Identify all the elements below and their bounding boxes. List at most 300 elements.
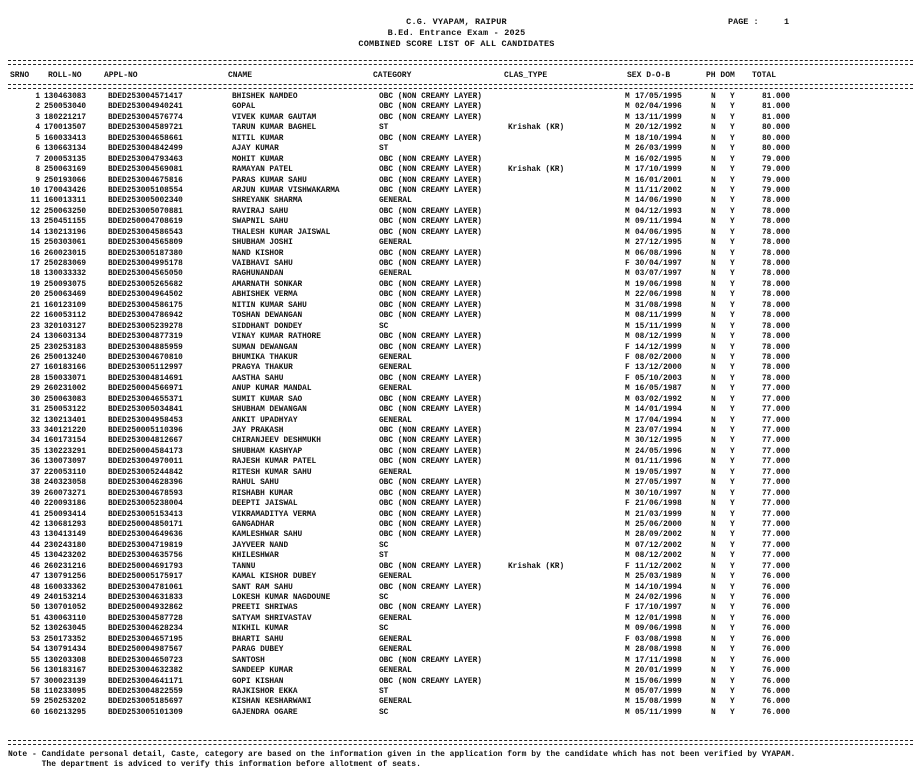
- table-row: [0, 280, 913, 290]
- table-row: [0, 290, 913, 300]
- cell-roll-no: 130791256: [44, 573, 87, 582]
- cell-appl-no: BDED253004569081: [108, 166, 183, 175]
- table-row: [0, 238, 913, 248]
- cell-name: SANT RAM SAHU: [232, 583, 293, 592]
- cell-name: ANUP KUMAR MANDAL: [232, 385, 312, 394]
- cell-name: KAMAL KISHOR DUBEY: [232, 573, 317, 582]
- cell-srno: 42: [30, 520, 40, 529]
- cell-dob: 14/01/1994: [635, 406, 682, 415]
- cell-roll-no: 250063250: [44, 207, 87, 216]
- table-row: [0, 416, 913, 426]
- cell-roll-no: 260073271: [44, 489, 87, 498]
- table-row: [0, 489, 913, 499]
- table-row: [0, 614, 913, 624]
- cell-total: 77.000: [762, 520, 791, 529]
- cell-dob: 12/01/1998: [635, 614, 682, 623]
- cell-dob: 04/12/1993: [635, 207, 682, 216]
- cell-dom: Y: [730, 113, 735, 122]
- col-srno: SRNO: [10, 71, 30, 80]
- cell-dob: 14/10/1994: [635, 583, 682, 592]
- cell-dob: 25/03/1989: [635, 573, 682, 582]
- cell-ph: N: [711, 667, 716, 676]
- cell-roll-no: 250303061: [44, 239, 87, 248]
- cell-dom: Y: [730, 479, 735, 488]
- cell-category: GENERAL: [379, 416, 412, 425]
- cell-total: 77.000: [762, 510, 791, 519]
- cell-ph: N: [711, 500, 716, 509]
- cell-category: GENERAL: [379, 573, 412, 582]
- table-row: [0, 562, 913, 572]
- cell-category: GENERAL: [379, 635, 412, 644]
- cell-appl-no: BDED253004565050: [108, 270, 183, 279]
- cell-dob: 30/10/1997: [635, 489, 682, 498]
- cell-sex: M: [625, 479, 630, 488]
- cell-dom: Y: [730, 625, 735, 634]
- cell-dob: 05/10/2003: [635, 374, 682, 383]
- cell-ph: N: [711, 531, 716, 540]
- cell-appl-no: BDED253004814691: [108, 374, 183, 383]
- cell-name: RAJESH KUMAR PATEL: [232, 458, 317, 467]
- cell-sex: F: [625, 374, 630, 383]
- cell-srno: 20: [30, 291, 40, 300]
- cell-total: 77.000: [762, 552, 791, 561]
- cell-sex: F: [625, 635, 630, 644]
- cell-ph: N: [711, 218, 716, 227]
- table-row: [0, 530, 913, 540]
- cell-appl-no: BDED253004670810: [108, 353, 183, 362]
- cell-sex: M: [625, 280, 630, 289]
- cell-srno: 50: [30, 604, 40, 613]
- exam-title: B.Ed. Entrance Exam - 2025: [387, 28, 526, 38]
- cell-category: OBC (NON CREAMY LAYER): [379, 260, 482, 268]
- cell-sex: M: [625, 239, 630, 248]
- cell-dom: Y: [730, 656, 735, 665]
- table-row: [0, 656, 913, 666]
- cell-dob: 20/01/1999: [635, 667, 682, 676]
- table-row: [0, 196, 913, 206]
- cell-name: RAHUL SAHU: [232, 479, 279, 488]
- col-ph-dom: PH DOM: [706, 71, 735, 80]
- table-row: [0, 572, 913, 582]
- cell-dob: 15/06/1999: [635, 677, 682, 686]
- table-row: [0, 697, 913, 707]
- cell-total: 76.000: [762, 708, 791, 717]
- cell-appl-no: BDED253004786942: [108, 312, 183, 321]
- cell-ph: N: [711, 520, 716, 529]
- cell-name: AJAY KUMAR: [232, 145, 279, 154]
- cell-dom: Y: [730, 614, 735, 623]
- cell-category: OBC (NON CREAMY LAYER): [379, 374, 482, 383]
- cell-dom: Y: [730, 166, 735, 175]
- cell-srno: 38: [30, 479, 40, 488]
- cell-total: 76.000: [762, 656, 791, 665]
- cell-srno: 25: [30, 343, 40, 352]
- table-row: [0, 593, 913, 603]
- cell-roll-no: 250063169: [44, 166, 87, 175]
- cell-sex: M: [625, 541, 630, 550]
- cell-roll-no: 250253202: [44, 698, 87, 707]
- cell-ph: N: [711, 353, 716, 362]
- cell-ph: N: [711, 186, 716, 195]
- cell-sex: M: [625, 301, 630, 310]
- cell-name: SHUBHAM JOSHI: [232, 239, 293, 248]
- cell-name: GOPAL: [232, 103, 256, 112]
- cell-sex: M: [625, 166, 630, 175]
- cell-name: RAVIRAJ SAHU: [232, 207, 289, 216]
- cell-dob: 14/12/1999: [635, 343, 682, 352]
- cell-name: ANKIT UPADHYAY: [232, 416, 298, 425]
- cell-name: SANTOSH: [232, 656, 265, 665]
- cell-ph: N: [711, 656, 716, 665]
- cell-ph: N: [711, 708, 716, 717]
- cell-ph: N: [711, 395, 716, 404]
- cell-srno: 40: [30, 500, 40, 509]
- cell-sex: M: [625, 93, 630, 101]
- cell-srno: 37: [30, 468, 40, 477]
- cell-ph: N: [711, 562, 716, 571]
- cell-srno: 2: [35, 103, 40, 112]
- cell-sex: M: [625, 708, 630, 717]
- cell-srno: 41: [30, 510, 40, 519]
- cell-category: SC: [379, 625, 389, 634]
- cell-ph: N: [711, 364, 716, 373]
- cell-ph: N: [711, 343, 716, 352]
- cell-roll-no: 220053110: [44, 468, 87, 477]
- cell-category: GENERAL: [379, 698, 412, 707]
- cell-sex: M: [625, 594, 630, 602]
- cell-roll-no: 240153214: [44, 594, 87, 602]
- cell-sex: M: [625, 614, 630, 623]
- cell-sex: M: [625, 124, 630, 133]
- cell-dom: Y: [730, 270, 735, 279]
- cell-sex: M: [625, 625, 630, 634]
- cell-dom: Y: [730, 687, 735, 696]
- cell-dom: Y: [730, 646, 735, 655]
- cell-roll-no: 130463083: [44, 93, 87, 101]
- cell-sex: M: [625, 134, 630, 143]
- table-row: [0, 624, 913, 634]
- cell-category: OBC (NON CREAMY LAYER): [379, 562, 482, 571]
- cell-appl-no: BDED253004877319: [108, 333, 183, 342]
- cell-sex: M: [625, 489, 630, 498]
- cell-ph: N: [711, 103, 716, 112]
- cell-srno: 30: [30, 395, 40, 404]
- cell-srno: 36: [30, 458, 40, 467]
- cell-dom: Y: [730, 228, 735, 237]
- cell-name: NITIN KUMAR SAHU: [232, 301, 307, 310]
- cell-dob: 27/12/1995: [635, 239, 682, 248]
- cell-sex: F: [625, 604, 630, 613]
- table-row: [0, 447, 913, 457]
- cell-roll-no: 160213295: [44, 708, 87, 717]
- cell-name: LOKESH KUMAR NAGDOUNE: [232, 594, 331, 602]
- header-rule-bottom: [8, 84, 913, 89]
- cell-srno: 24: [30, 333, 40, 342]
- cell-category: GENERAL: [379, 468, 412, 477]
- cell-name: GOPI KISHAN: [232, 677, 284, 686]
- cell-dom: Y: [730, 531, 735, 540]
- cell-dob: 30/04/1997: [635, 260, 682, 268]
- table-row: [0, 259, 913, 269]
- cell-name: SATYAM SHRIVASTAV: [232, 614, 312, 623]
- cell-dob: 28/09/2002: [635, 531, 682, 540]
- cell-srno: 11: [30, 197, 40, 206]
- cell-ph: N: [711, 489, 716, 498]
- cell-category: SC: [379, 322, 389, 331]
- cell-sex: M: [625, 155, 630, 164]
- cell-total: 77.000: [762, 447, 791, 456]
- cell-category: OBC (NON CREAMY LAYER): [379, 489, 482, 498]
- cell-ph: N: [711, 479, 716, 488]
- cell-sex: M: [625, 677, 630, 686]
- cell-category: OBC (NON CREAMY LAYER): [379, 155, 482, 164]
- cell-appl-no: BDED253004586175: [108, 301, 183, 310]
- cell-roll-no: 220093186: [44, 500, 87, 509]
- cell-sex: M: [625, 447, 630, 456]
- cell-dob: 15/11/1999: [635, 322, 682, 331]
- cell-dob: 09/06/1998: [635, 625, 682, 634]
- cell-roll-no: 130033332: [44, 270, 87, 279]
- cell-appl-no: BDED253004958453: [108, 416, 183, 425]
- table-row: [0, 113, 913, 123]
- cell-dom: Y: [730, 708, 735, 717]
- cell-ph: N: [711, 677, 716, 686]
- cell-dom: Y: [730, 176, 735, 185]
- cell-name: RISHABH KUMAR: [232, 489, 293, 498]
- cell-category: ST: [379, 124, 389, 133]
- cell-appl-no: BDED253004658661: [108, 134, 183, 143]
- cell-sex: F: [625, 500, 630, 509]
- table-row: [0, 384, 913, 394]
- cell-category: OBC (NON CREAMY LAYER): [379, 228, 482, 237]
- cell-roll-no: 160013311: [44, 197, 87, 206]
- table-row: [0, 363, 913, 373]
- cell-sex: M: [625, 437, 630, 446]
- cell-name: SHREYANK SHARMA: [232, 197, 303, 206]
- cell-total: 76.000: [762, 677, 791, 686]
- cell-srno: 10: [30, 186, 40, 195]
- cell-total: 77.000: [762, 406, 791, 415]
- cell-total: 76.000: [762, 583, 791, 592]
- cell-dom: Y: [730, 343, 735, 352]
- cell-roll-no: 320103127: [44, 322, 87, 331]
- cell-total: 77.000: [762, 479, 791, 488]
- cell-dom: Y: [730, 374, 735, 383]
- cell-sex: F: [625, 562, 630, 571]
- cell-dob: 01/11/1996: [635, 458, 682, 467]
- cell-sex: M: [625, 656, 630, 665]
- cell-ph: N: [711, 604, 716, 613]
- cell-sex: M: [625, 333, 630, 342]
- table-row: [0, 176, 913, 186]
- cell-appl-no: BDED250004584173: [108, 447, 183, 456]
- cell-srno: 28: [30, 374, 40, 383]
- cell-name: KAMLESHWAR SAHU: [232, 531, 303, 540]
- cell-total: 76.000: [762, 614, 791, 623]
- cell-total: 77.000: [762, 500, 791, 509]
- cell-srno: 12: [30, 207, 40, 216]
- cell-sex: M: [625, 667, 630, 676]
- table-row: [0, 207, 913, 217]
- table-row: [0, 478, 913, 488]
- cell-roll-no: 160183166: [44, 364, 87, 373]
- cell-total: 78.000: [762, 270, 791, 279]
- cell-appl-no: BDED253004781061: [108, 583, 183, 592]
- cell-dob: 19/06/1998: [635, 280, 682, 289]
- cell-name: GAJENDRA OGARE: [232, 708, 298, 717]
- cell-sex: M: [625, 395, 630, 404]
- footer-rule: [8, 740, 913, 745]
- cell-roll-no: 230253183: [44, 343, 87, 352]
- cell-srno: 4: [35, 124, 40, 133]
- cell-name: ARJUN KUMAR VISHWAKARMA: [232, 186, 340, 195]
- cell-name: VAIBHAVI SAHU: [232, 260, 293, 268]
- cell-category: GENERAL: [379, 239, 412, 248]
- cell-dom: Y: [730, 353, 735, 362]
- cell-dom: Y: [730, 677, 735, 686]
- cell-category: SC: [379, 594, 389, 602]
- cell-total: 77.000: [762, 385, 791, 394]
- cell-dob: 16/01/2001: [635, 176, 682, 185]
- cell-appl-no: BDED253005101309: [108, 708, 183, 717]
- cell-total: 78.000: [762, 228, 791, 237]
- cell-srno: 3: [35, 113, 40, 122]
- footer-note-line2: The department is adviced to verify this information before allotment of seats.: [8, 760, 421, 769]
- cell-srno: 14: [30, 228, 40, 237]
- cell-total: 78.000: [762, 239, 791, 248]
- cell-clas-type: Krishak (KR): [508, 562, 565, 571]
- cell-dom: Y: [730, 280, 735, 289]
- col-clas-type: CLAS_TYPE: [504, 71, 548, 80]
- cell-roll-no: 430063110: [44, 614, 87, 623]
- cell-appl-no: BDED253004678593: [108, 489, 183, 498]
- cell-name: SUMAN DEWANGAN: [232, 343, 298, 352]
- table-row: [0, 123, 913, 133]
- cell-dom: Y: [730, 333, 735, 342]
- cell-roll-no: 250173352: [44, 635, 87, 644]
- cell-total: 78.000: [762, 260, 791, 268]
- cell-dom: Y: [730, 667, 735, 676]
- cell-category: OBC (NON CREAMY LAYER): [379, 500, 482, 509]
- table-row: [0, 343, 913, 353]
- cell-srno: 26: [30, 353, 40, 362]
- table-row: [0, 436, 913, 446]
- cell-sex: M: [625, 218, 630, 227]
- cell-dom: Y: [730, 385, 735, 394]
- cell-roll-no: 160123109: [44, 301, 87, 310]
- cell-sex: M: [625, 416, 630, 425]
- cell-appl-no: BDED253004565809: [108, 239, 183, 248]
- cell-roll-no: 260023015: [44, 249, 87, 258]
- cell-ph: N: [711, 260, 716, 268]
- cell-dob: 16/05/1987: [635, 385, 682, 394]
- cell-appl-no: BDED253004822559: [108, 687, 183, 696]
- cell-ph: N: [711, 594, 716, 602]
- cell-sex: M: [625, 458, 630, 467]
- cell-dom: Y: [730, 239, 735, 248]
- cell-name: CHIRANJEEV DESHMUKH: [232, 437, 321, 446]
- cell-appl-no: BDED250005110396: [108, 427, 183, 435]
- cell-total: 77.000: [762, 531, 791, 540]
- table-row: [0, 217, 913, 227]
- cell-dob: 20/12/1992: [635, 124, 682, 133]
- cell-sex: M: [625, 207, 630, 216]
- cell-category: OBC (NON CREAMY LAYER): [379, 186, 482, 195]
- cell-dob: 24/02/1996: [635, 594, 682, 602]
- cell-dom: Y: [730, 322, 735, 331]
- cell-sex: M: [625, 197, 630, 206]
- cell-roll-no: 250093075: [44, 280, 87, 289]
- cell-appl-no: BDED253004632382: [108, 667, 183, 676]
- cell-srno: 35: [30, 447, 40, 456]
- cell-srno: 58: [30, 687, 40, 696]
- cell-total: 76.000: [762, 573, 791, 582]
- cell-category: GENERAL: [379, 364, 412, 373]
- cell-name: JAY PRAKASH: [232, 427, 284, 435]
- cell-appl-no: BDED253004812667: [108, 437, 183, 446]
- cell-ph: N: [711, 197, 716, 206]
- cell-ph: N: [711, 176, 716, 185]
- cell-srno: 53: [30, 635, 40, 644]
- cell-appl-no: BDED253004628234: [108, 625, 183, 634]
- cell-appl-no: BDED253004587728: [108, 614, 183, 623]
- cell-total: 80.000: [762, 124, 791, 133]
- cell-appl-no: BDED253005112997: [108, 364, 183, 373]
- table-row: [0, 510, 913, 520]
- cell-roll-no: 160173154: [44, 437, 87, 446]
- cell-srno: 51: [30, 614, 40, 623]
- cell-total: 79.000: [762, 155, 791, 164]
- cell-total: 78.000: [762, 322, 791, 331]
- cell-category: OBC (NON CREAMY LAYER): [379, 427, 482, 435]
- cell-dom: Y: [730, 416, 735, 425]
- cell-appl-no: BDED250004987567: [108, 646, 183, 655]
- cell-total: 78.000: [762, 333, 791, 342]
- cell-sex: M: [625, 531, 630, 540]
- cell-appl-no: BDED253004885959: [108, 343, 183, 352]
- cell-dob: 04/06/1995: [635, 228, 682, 237]
- table-row: [0, 269, 913, 279]
- cell-appl-no: BDED253004940241: [108, 103, 183, 112]
- cell-category: OBC (NON CREAMY LAYER): [379, 93, 482, 101]
- cell-roll-no: 260231002: [44, 385, 87, 394]
- cell-dom: Y: [730, 312, 735, 321]
- cell-dob: 02/04/1996: [635, 103, 682, 112]
- table-row: [0, 353, 913, 363]
- cell-category: OBC (NON CREAMY LAYER): [379, 280, 482, 289]
- cell-dom: Y: [730, 249, 735, 258]
- cell-dob: 06/08/1996: [635, 249, 682, 258]
- cell-dob: 05/07/1999: [635, 687, 682, 696]
- cell-sex: M: [625, 176, 630, 185]
- cell-ph: N: [711, 583, 716, 592]
- cell-dom: Y: [730, 218, 735, 227]
- cell-srno: 33: [30, 427, 40, 435]
- header-rule-top: [8, 60, 913, 65]
- cell-category: OBC (NON CREAMY LAYER): [379, 406, 482, 415]
- cell-name: SIDDHANT DONDEY: [232, 322, 303, 331]
- cell-dom: Y: [730, 573, 735, 582]
- cell-sex: M: [625, 270, 630, 279]
- cell-dob: 11/11/2002: [635, 186, 682, 195]
- cell-srno: 45: [30, 552, 40, 561]
- cell-appl-no: BDED253005108554: [108, 186, 183, 195]
- cell-appl-no: BDED250004708619: [108, 218, 183, 227]
- table-row: [0, 186, 913, 196]
- cell-name: SHUBHAM DEWANGAN: [232, 406, 307, 415]
- cell-appl-no: BDED253004641171: [108, 677, 183, 686]
- cell-sex: M: [625, 687, 630, 696]
